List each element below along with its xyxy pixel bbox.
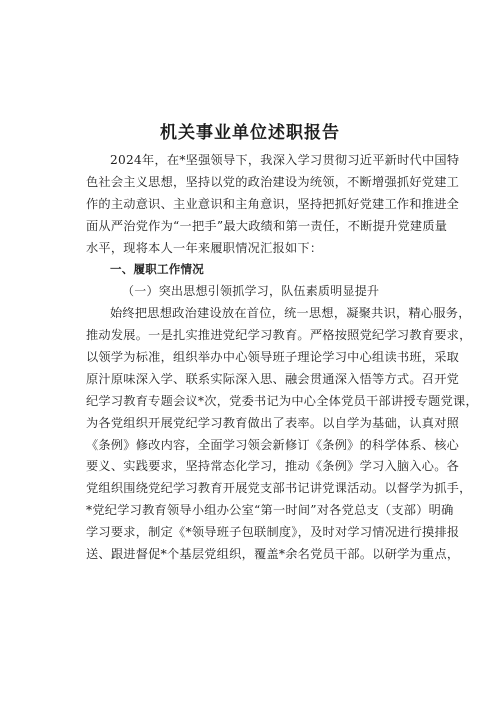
body-line: *党纪学习教育领导小组办公室“第一时间”对各党总支（支部）明确 [86,503,454,518]
body-line: 送、跟进督促*个基层党组织，覆盖*余名党员干部。以研学为重点， [86,547,460,562]
body-line: 为各党组织开展党纪学习教育做出了表率。以自学为基础，认真对照 [86,415,460,430]
section-heading: 一、履职工作情况 [110,262,204,277]
body-line: 推动发展。一是扎实推进党纪学习教育。严格按照党纪学习教育要求， [86,328,472,343]
body-line: 水平，现将本人一年来履职情况汇报如下： [86,240,323,255]
section-heading: （一）突出思想引领抓学习，队伍素质明显提升 [122,284,380,299]
body-line: 原汁原味深入学、联系实际深入思、融会贯通深入悟等方式。召开党 [86,371,460,386]
body-line: 党组织围绕党纪学习教育开展党支部书记讲党课活动。以督学为抓手， [86,481,472,496]
body-line: 2024年，在*坚强领导下，我深入学习贯彻习近平新时代中国特 [110,153,460,167]
body-line: 《条例》修改内容，全面学习领会新修订《条例》的科学体系、核心 [86,437,460,452]
document-body [86,150,478,566]
body-line: 纪学习教育专题会议*次，党委书记为中心全体党员干部讲授专题党课， [86,393,478,408]
body-line: 要义、实践要求，坚持常态化学习，推动《条例》学习入脑入心。各 [86,459,460,474]
body-line: 以领学为标准，组织举办中心领导班子理论学习中心组读书班，采取 [86,350,460,365]
document-title: 机关事业单位述职报告 [160,123,340,143]
body-line: 作的主动意识、主业意识和主角意识，坚持把抓好党建工作和推进全 [86,196,460,211]
body-line: 面从严治党作为“一把手”最大政绩和第一责任，不断提升党建质量 [86,218,448,233]
body-line: 始终把思想政治建设放在首位，统一思想，凝聚共识，精心服务， [110,306,471,321]
body-line: 学习要求，制定《*领导班子包联制度》，及时对学习情况进行摸排报 [86,525,460,540]
body-line: 色社会主义思想，坚持以党的政治建设为统领，不断增强抓好党建工 [86,174,460,189]
